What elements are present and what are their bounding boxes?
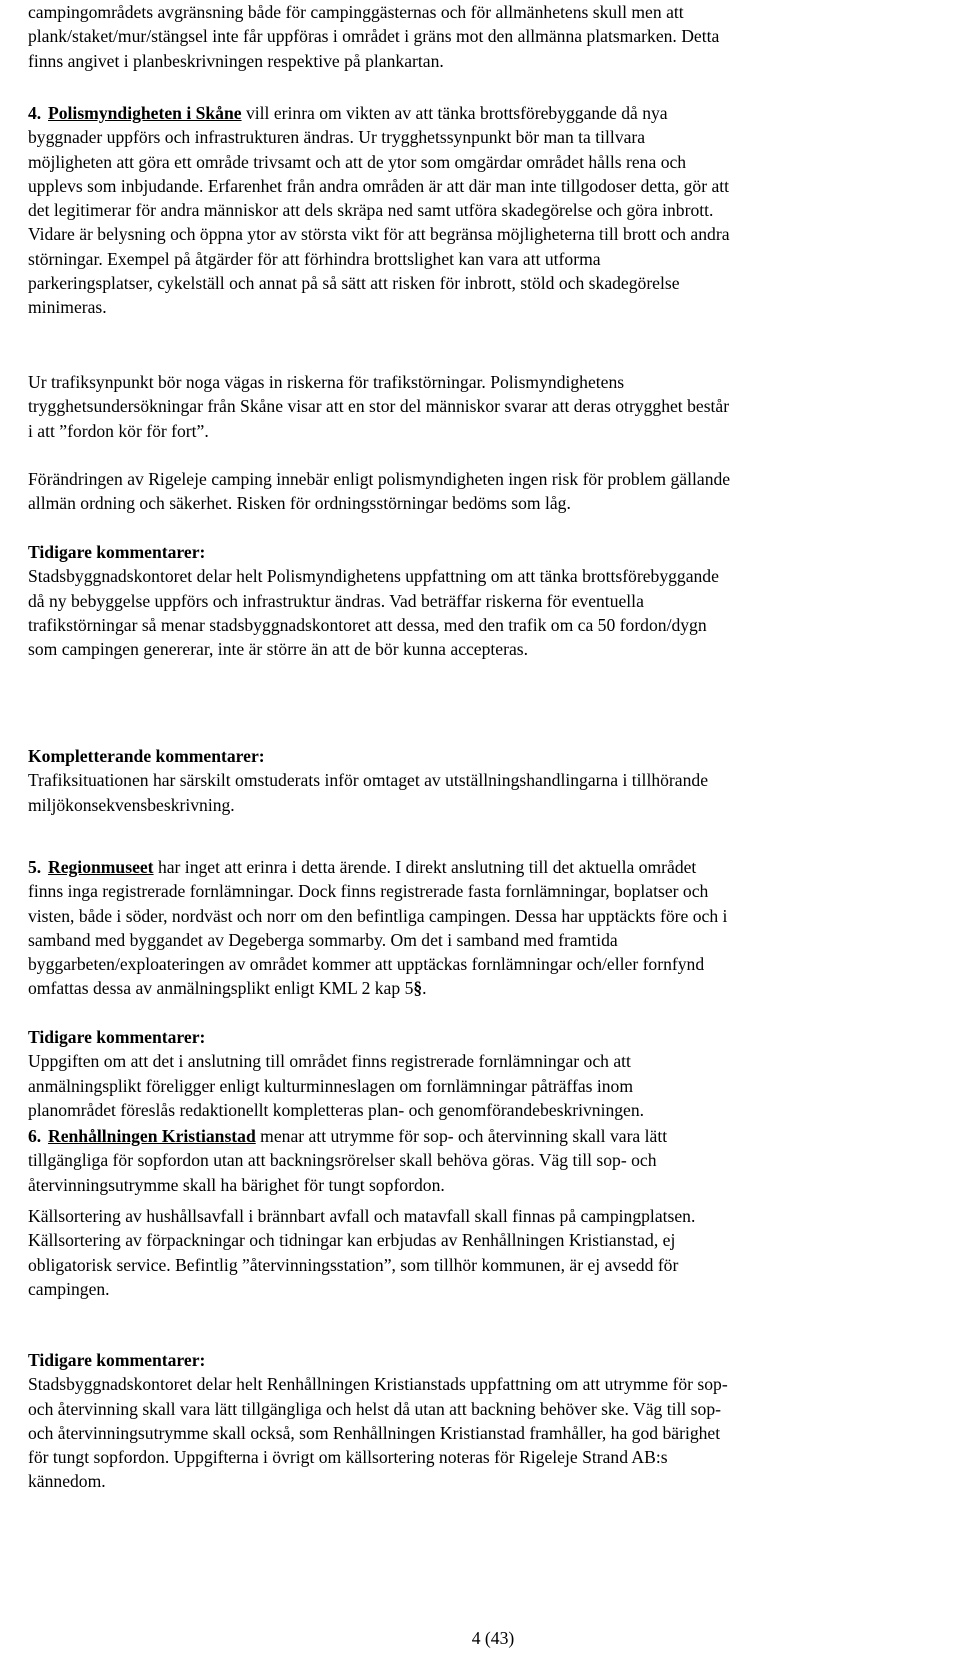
text-line: Trafiksituationen har särskilt omstuderats inför omtaget av utställningshandlingarna i tillhörande xyxy=(28,770,708,791)
section-heading: Tidigare kommentarer: xyxy=(28,1350,206,1370)
text-line: Källsortering av hushållsavfall i brännbart avfall och matavfall skall finnas på campingplatsen. xyxy=(28,1206,696,1226)
text-line: upplevs som inbjudande. Erfarenhet från andra områden är att där man inte tillgodoser detta, gör att xyxy=(28,175,730,196)
text-line: Förändringen av Rigeleje camping innebär enligt polismyndigheten ingen risk för problem gällande xyxy=(28,469,731,489)
section-heading: Tidigare kommentarer: xyxy=(28,1027,206,1047)
section-heading: Kompletterande kommentarer: xyxy=(28,746,265,766)
text-line: finns angivet i planbeskrivningen respektive på plankartan. xyxy=(28,50,444,71)
item-6-first-line xyxy=(28,1124,960,1148)
item-4-conclusion-paragraph xyxy=(28,467,960,516)
item-5-first-line xyxy=(28,855,960,879)
text-line: plank/staket/mur/stängsel inte får uppföras i området i gräns mot den allmänna platsmarken. Detta xyxy=(28,26,720,47)
intro-paragraph xyxy=(28,0,960,73)
text-line: för tungt sopfordon. Uppgifterna i övrigt om källsortering noteras för Rigeleje Strand AB:s xyxy=(28,1447,668,1468)
text-line: då ny bebyggelse uppförs och infrastruktur ändras. Vad beträffar riskerna för eventuella xyxy=(28,590,644,611)
organization-name: Polismyndigheten i Skåne xyxy=(48,103,242,123)
text-line: Stadsbyggnadskontoret delar helt Renhållningen Kristianstads uppfattning om att utrymme för sop- xyxy=(28,1374,728,1395)
item-4-paragraph xyxy=(28,101,960,320)
organization-name: Renhållningen Kristianstad xyxy=(48,1126,256,1146)
item-4-traffic-paragraph xyxy=(28,370,960,443)
text-line: finns inga registrerade fornlämningar. Dock finns registrerade fasta fornlämningar, boplatser och xyxy=(28,881,709,902)
text-line: anmälningsplikt föreligger enligt kulturminneslagen om fornlämningar påträffas inom xyxy=(28,1075,634,1096)
text-line: och återvinning skall vara lätt tillgängliga och helst då utan att backning behöver ske. Väg till sop- xyxy=(28,1398,721,1419)
text-line: miljökonsekvensbeskrivning. xyxy=(28,794,235,815)
text-line: kännedom. xyxy=(28,1471,106,1492)
text-line: visten, både i söder, nordväst och norr om den befintliga campingen. Dessa har upptäckts före och i xyxy=(28,905,728,926)
text-fragment: omfattas dessa av anmälningsplikt enligt KML 2 kap 5 xyxy=(28,978,414,999)
text-line: Källsortering av förpackningar och tidningar kan erbjudas av Renhållningen Kristianstad, ej xyxy=(28,1230,676,1251)
text-fragment: vill erinra om vikten av att tänka brottsförebyggande då nya xyxy=(241,103,668,123)
item-number: 6. xyxy=(28,1126,42,1146)
item-6-paragraph xyxy=(28,1124,960,1197)
item-5-paragraph xyxy=(28,855,960,1001)
text-line: Uppgiften om att det i anslutning till området finns registrerade fornlämningar och att xyxy=(28,1051,631,1072)
item-5-previous-comments xyxy=(28,1025,960,1122)
text-fragment: menar att utrymme för sop- och återvinning skall vara lätt xyxy=(255,1126,668,1146)
text-line: byggnader uppförs och infrastrukturen ändras. Ur trygghetssynpunkt bör man ta tillvara xyxy=(28,127,646,148)
text-line: Stadsbyggnadskontoret delar helt Polismyndighetens uppfattning om att tänka brottsförebyggande xyxy=(28,566,719,587)
text-line: Ur trafiksynpunkt bör noga vägas in riskerna för trafikstörningar. Polismyndighetens xyxy=(28,372,625,392)
item-6-previous-comments xyxy=(28,1348,960,1494)
section-sign: § xyxy=(413,978,423,999)
text-fragment: . xyxy=(422,978,427,999)
text-line: campingområdets avgränsning både för campinggästernas och för allmänhetens skull men att xyxy=(28,2,684,22)
text-line: Vidare är belysning och öppna ytor av största vikt för att begränsa möjligheterna till brott och andra xyxy=(28,224,730,245)
text-line: minimeras. xyxy=(28,297,107,318)
text-line: det legitimerar för andra människor att dels skräpa ned samt utföra skadegörelse och göra inbrott. xyxy=(28,200,714,221)
text-line: trafikstörningar så menar stadsbyggnadskontoret att dessa, med den trafik om ca 50 fordon/dygn xyxy=(28,614,707,635)
item-4-previous-comments xyxy=(28,540,960,661)
text-fragment: har inget att erinra i detta ärende. I direkt anslutning till det aktuella området xyxy=(153,857,697,877)
document-page xyxy=(28,0,958,1654)
item-4-first-line xyxy=(28,101,960,125)
text-line: trygghetsundersökningar från Skåne visar att en stor del människor svarar att deras otrygghet består xyxy=(28,396,730,417)
text-line: i att ”fordon kör för fort”. xyxy=(28,420,209,441)
text-line: möjligheten att göra ett område trivsamt och att de ytor som omgärdar området hålls rena och xyxy=(28,151,687,172)
section-heading: Tidigare kommentarer: xyxy=(28,542,206,562)
text-line: störningar. Exempel på åtgärder för att förhindra brottslighet kan vara att utforma xyxy=(28,248,601,269)
item-4-supplementary-comments xyxy=(28,744,960,817)
text-line: som campingen genererar, inte är större än att de bör kunna accepteras. xyxy=(28,639,528,660)
text-line: obligatorisk service. Befintlig ”återvinningsstation”, som tillhör kommunen, är ej avsedd för xyxy=(28,1254,679,1275)
item-6-sorting-paragraph xyxy=(28,1204,960,1301)
text-line: tillgängliga för sopfordon utan att backningsrörelser skall behöva göras. Väg till sop- och xyxy=(28,1150,657,1171)
text-line: samband med byggandet av Degeberga sommarby. Om det i samband med framtida xyxy=(28,929,618,950)
text-line: parkeringsplatser, cykelställ och annat på så sätt att risken för inbrott, stöld och skadegörelse xyxy=(28,273,680,294)
item-number: 4. xyxy=(28,103,42,123)
item-number: 5. xyxy=(28,857,42,877)
text-line: byggarbeten/exploateringen av området kommer att upptäckas fornlämningar och/eller fornfynd xyxy=(28,954,705,975)
text-line: planområdet föreslås redaktionellt kompletteras plan- och genomförandebeskrivningen. xyxy=(28,1099,645,1120)
text-line: allmän ordning och säkerhet. Risken för ordningsstörningar bedöms som låg. xyxy=(28,493,571,514)
text-line: campingen. xyxy=(28,1278,110,1299)
text-line: och återvinningsutrymme skall också, som Renhållningen Kristianstad framhåller, ha god bärighet xyxy=(28,1422,721,1443)
item-5-last-line xyxy=(28,976,960,1000)
page-number-footer: 4 (43) xyxy=(471,1628,515,1648)
text-line: återvinningsutrymme skall ha bärighet för tungt sopfordon. xyxy=(28,1174,445,1195)
organization-name: Regionmuseet xyxy=(48,857,154,877)
